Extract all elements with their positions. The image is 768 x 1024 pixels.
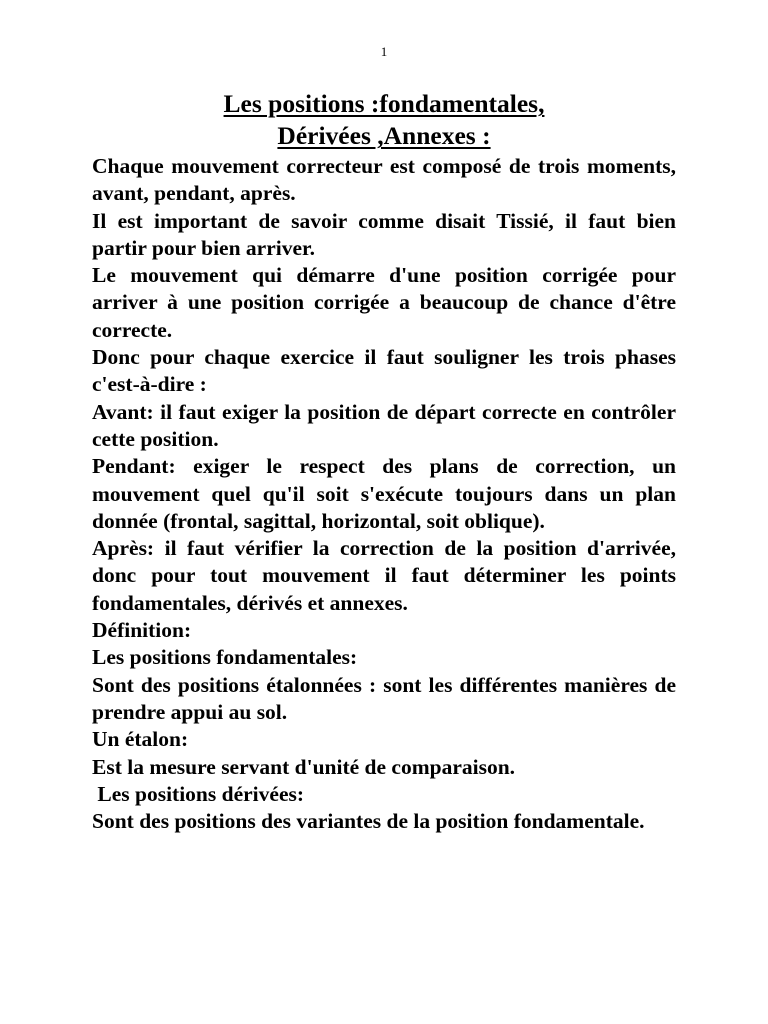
paragraph-pendant: Pendant: exiger le respect des plans de correction, un mouvement quel qu'il soit s'exécute toujours dans un plan donnée (frontal, sagittal, horizontal, soit oblique).: [92, 454, 676, 533]
paragraph-derived-definition: Sont des positions des variantes de la position fondamentale.: [92, 809, 645, 834]
heading-derived-positions: Les positions dérivées:: [92, 781, 305, 806]
page-number: 1: [380, 44, 388, 59]
title-line-2: [0, 120, 768, 152]
paragraph-etalon-definition: Est la mesure servant d'unité de comparaison.: [92, 754, 516, 779]
document-title: [0, 88, 768, 152]
paragraph-apres: Après: il faut vérifier la correction de la position d'arrivée, donc pour tout mouvement il faut déterminer les points fondamentales, dérivés et annexes.: [92, 536, 676, 615]
paragraph-fundamental-definition: Sont des positions étalonnées : sont les différentes manières de prendre appui au sol.: [92, 672, 676, 724]
paragraph-tissie: Il est important de savoir comme disait Tissié, il faut bien partir pour bien arriver.: [92, 208, 676, 260]
document-body: [92, 153, 676, 835]
paragraph-three-phases: Donc pour chaque exercice il faut souligner les trois phases c'est-à-dire :: [92, 345, 676, 397]
title-line-1: [0, 88, 768, 120]
title-line-1-text: Les positions :fondamentales,: [223, 89, 545, 118]
heading-etalon: Un étalon:: [92, 727, 189, 752]
heading-fundamental-positions: Les positions fondamentales:: [92, 645, 358, 670]
paragraph-corrected-position: Le mouvement qui démarre d'une position corrigée pour arriver à une position corrigée a beaucoup de chance d'être correcte.: [92, 263, 676, 342]
heading-definition: Définition:: [92, 618, 192, 643]
paragraph-intro: Chaque mouvement correcteur est composé de trois moments, avant, pendant, après.: [92, 154, 676, 206]
title-line-2-text: Dérivées ,Annexes :: [277, 121, 491, 150]
paragraph-avant: Avant: il faut exiger la position de départ correcte en contrôler cette position.: [92, 399, 676, 451]
